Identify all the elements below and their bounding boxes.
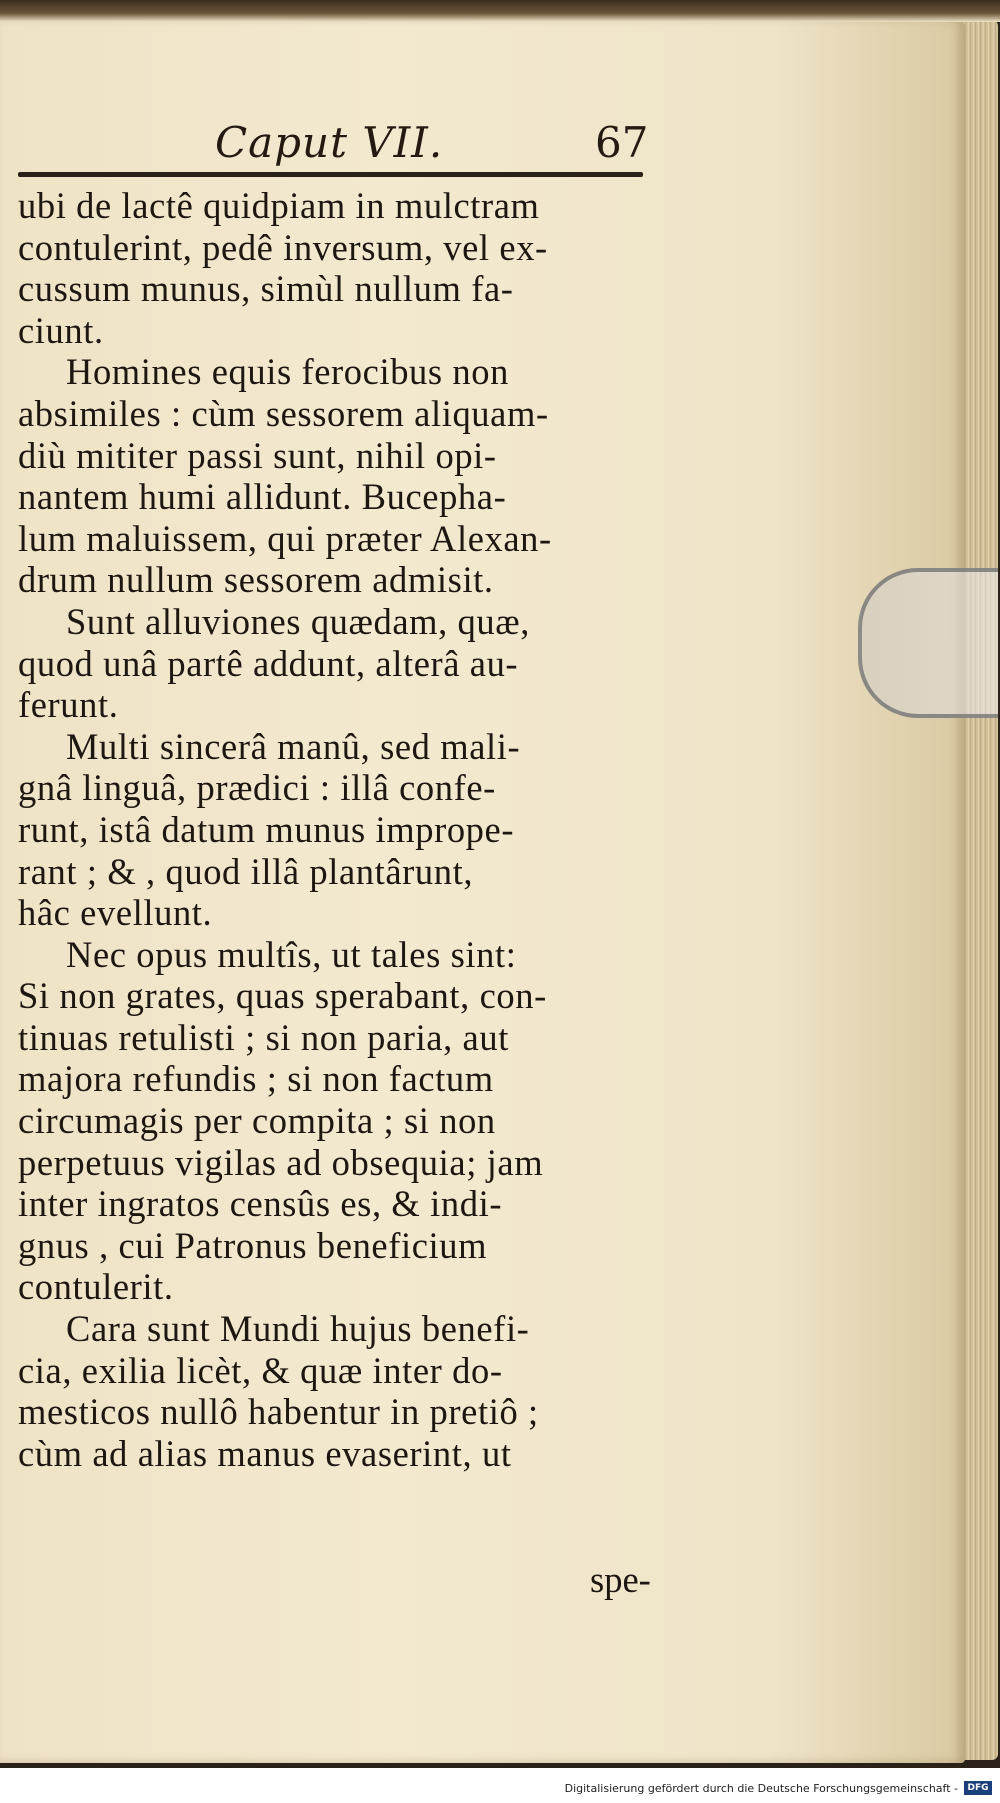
page-clip bbox=[858, 568, 998, 718]
text-line: cussum munus, simùl nullum fa- bbox=[18, 268, 514, 310]
footer-credit: Digitalisierung gefördert durch die Deutsche Forschungsgemeinschaft - bbox=[564, 1782, 958, 1795]
text-line: mesticos nullô habentur in pretiô ; bbox=[18, 1391, 539, 1433]
text-line: ubi de lactê quidpiam in mulctram bbox=[18, 185, 540, 226]
text-line: ferunt. bbox=[18, 684, 119, 726]
text-line: contulerint, pedê inversum, vel ex- bbox=[18, 226, 548, 268]
text-line: gnus , cui Patronus beneficium bbox=[18, 1224, 488, 1266]
text-line: Sunt alluviones quædam, quæ, bbox=[66, 600, 530, 642]
catchword: spe- bbox=[590, 1559, 651, 1600]
text-line: cia, exilia licèt, & quæ inter do- bbox=[18, 1349, 503, 1391]
text-line: gnâ linguâ, prædici : illâ confe- bbox=[18, 767, 496, 809]
text-line: ciunt. bbox=[18, 309, 104, 351]
body-text bbox=[18, 185, 668, 1474]
text-line: majora refundis ; si non factum bbox=[18, 1058, 494, 1100]
text-line: inter ingratos censûs es, & indi- bbox=[18, 1183, 503, 1225]
text-line: perpetuus vigilas ad obsequia; jam bbox=[18, 1141, 544, 1183]
text-line: quod unâ partê addunt, alterâ au- bbox=[18, 642, 519, 684]
text-line: lum maluissem, qui præter Alexan- bbox=[18, 517, 552, 559]
text-line: runt, istâ datum munus imprope- bbox=[18, 808, 515, 850]
dfg-logo: DFG bbox=[964, 1781, 992, 1795]
text-line: hâc evellunt. bbox=[18, 892, 213, 934]
text-line: cùm ad alias manus evaserint, ut bbox=[18, 1432, 512, 1474]
text-line: contulerit. bbox=[18, 1266, 174, 1308]
top-edge-shadow bbox=[0, 0, 1000, 22]
text-line: Multi sincerâ manû, sed mali- bbox=[66, 725, 521, 767]
page-number: 67 bbox=[595, 118, 649, 167]
text-line: Cara sunt Mundi hujus benefi- bbox=[66, 1308, 530, 1350]
header-rule bbox=[18, 172, 643, 177]
text-line: diù mititer passi sunt, nihil opi- bbox=[18, 434, 497, 476]
text-line: tinuas retulisti ; si non paria, aut bbox=[18, 1016, 509, 1058]
text-line: Nec opus multîs, ut tales sint: bbox=[66, 933, 517, 975]
text-line: rant ; & , quod illâ plantârunt, bbox=[18, 850, 474, 892]
text-line: nantem humi allidunt. Bucepha- bbox=[18, 476, 507, 518]
text-line: absimiles : cùm sessorem aliquam- bbox=[18, 392, 549, 434]
text-line: Homines equis ferocibus non bbox=[66, 351, 509, 393]
running-head: Caput VII. bbox=[215, 118, 444, 167]
text-line: circumagis per compita ; si non bbox=[18, 1100, 496, 1142]
text-line: drum nullum sessorem admisit. bbox=[18, 559, 494, 601]
text-line: Si non grates, quas sperabant, con- bbox=[18, 975, 547, 1017]
